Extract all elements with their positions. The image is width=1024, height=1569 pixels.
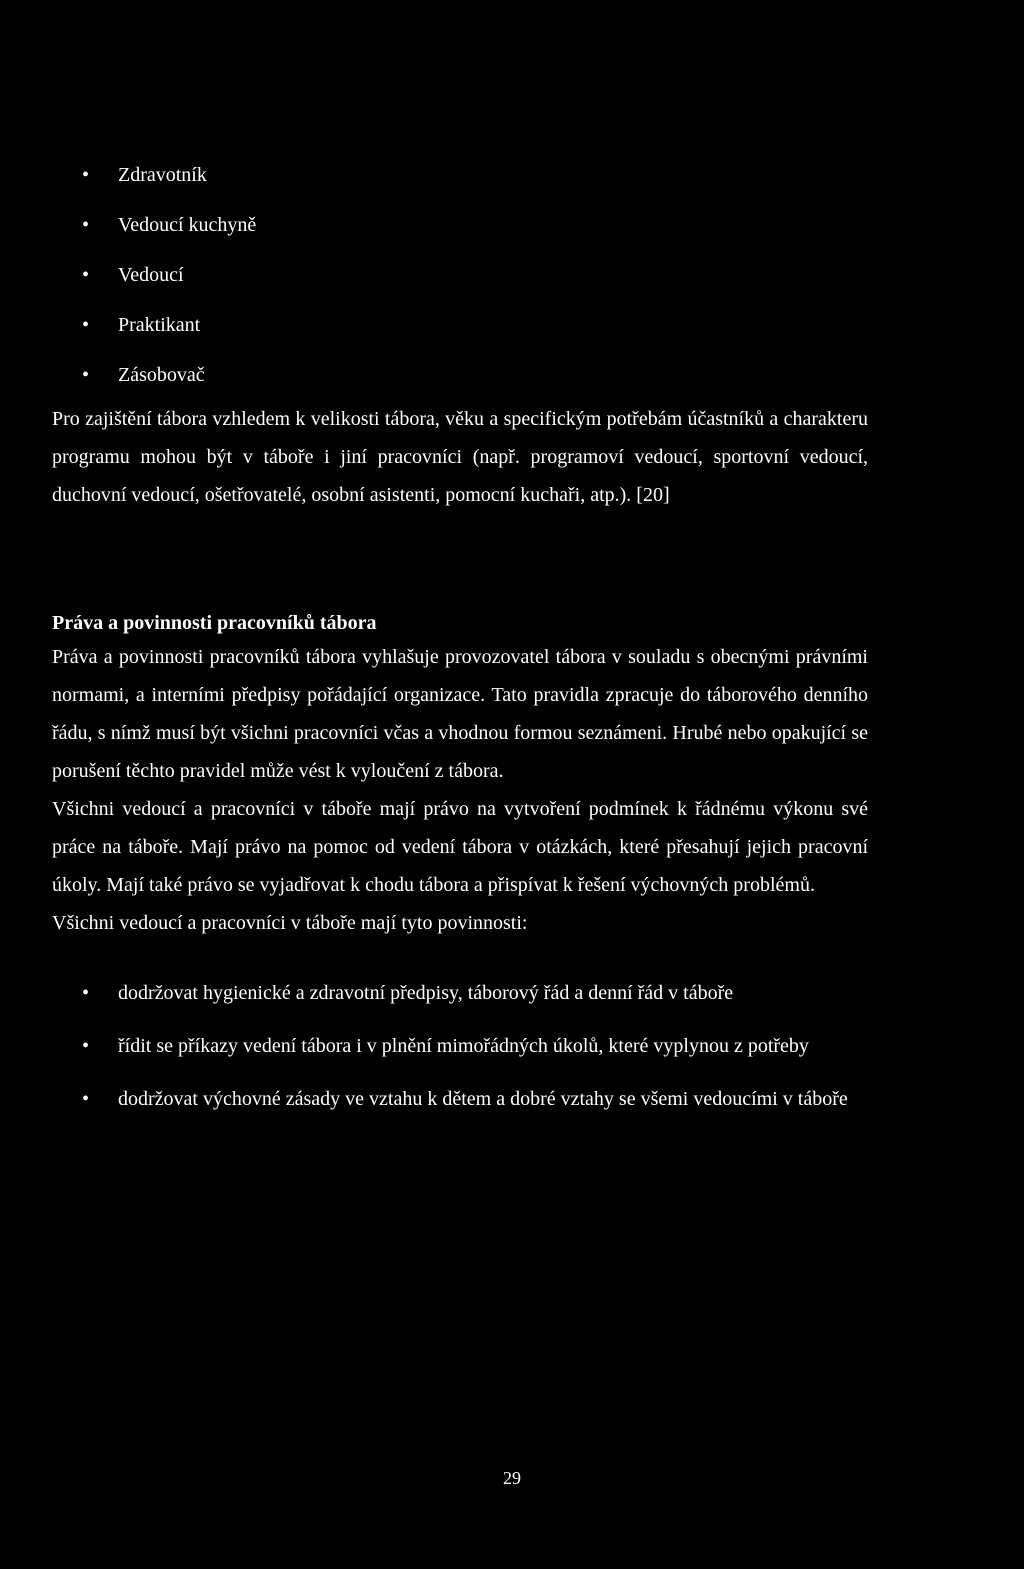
paragraph-entitlements: Všichni vedoucí a pracovníci v táboře mají právo na vytvoření podmínek k řádnému výkonu své práce na táboře. Mají právo na pomoc od vedení tábora v otázkách, které přesahují jejich pracovní úkoly. Mají také právo se vyjadřovat k chodu tábora a přispívat k řešení výchovných problémů.	[52, 798, 868, 896]
list-item: • dodržovat hygienické a zdravotní předpisy, táborový řád a denní řád v táboře	[52, 972, 868, 1015]
list-item: • Vedoucí	[52, 250, 868, 300]
page-number: 29	[503, 1468, 521, 1488]
roles-list	[52, 150, 868, 400]
list-item: • řídit se příkazy vedení tábora i v plnění mimořádných úkolů, které vyplynou z potřeby	[52, 1025, 868, 1068]
document-page	[52, 150, 868, 1131]
list-item: • Zásobovač	[52, 350, 868, 400]
paragraph-rights: Práva a povinnosti pracovníků tábora vyhlašuje provozovatel tábora v souladu s obecnými právními normami, a interními předpisy pořádající organizace. Tato pravidla zpracuje do táborového denního řádu, s nímž musí být všichni pracovníci včas a vhodnou formou seznámeni. Hrubé nebo opakující se porušení těchto pravidel může vést k vyloučení z tábora.	[52, 646, 868, 782]
list-item: • Vedoucí kuchyně	[52, 200, 868, 250]
paragraph-duties-intro: Všichni vedoucí a pracovníci v táboře mají tyto povinnosti:	[52, 912, 528, 934]
paragraph-intro: Pro zajištění tábora vzhledem k velikosti tábora, věku a specifickým potřebám účastníků a charakteru programu mohou být v táboře i jiní pracovníci (např. programoví vedoucí, sportovní vedoucí, duchovní vedoucí, ošetřovatelé, osobní asistenti, pomocní kuchaři, atp.). [20]	[52, 408, 868, 506]
list-item: • Praktikant	[52, 300, 868, 350]
duties-list	[52, 972, 868, 1121]
list-item: • dodržovat výchovné zásady ve vztahu k dětem a dobré vztahy se všemi vedoucími v táboře	[52, 1078, 868, 1121]
section-heading: Práva a povinnosti pracovníků tábora	[52, 612, 377, 634]
list-item: • Zdravotník	[52, 150, 868, 200]
